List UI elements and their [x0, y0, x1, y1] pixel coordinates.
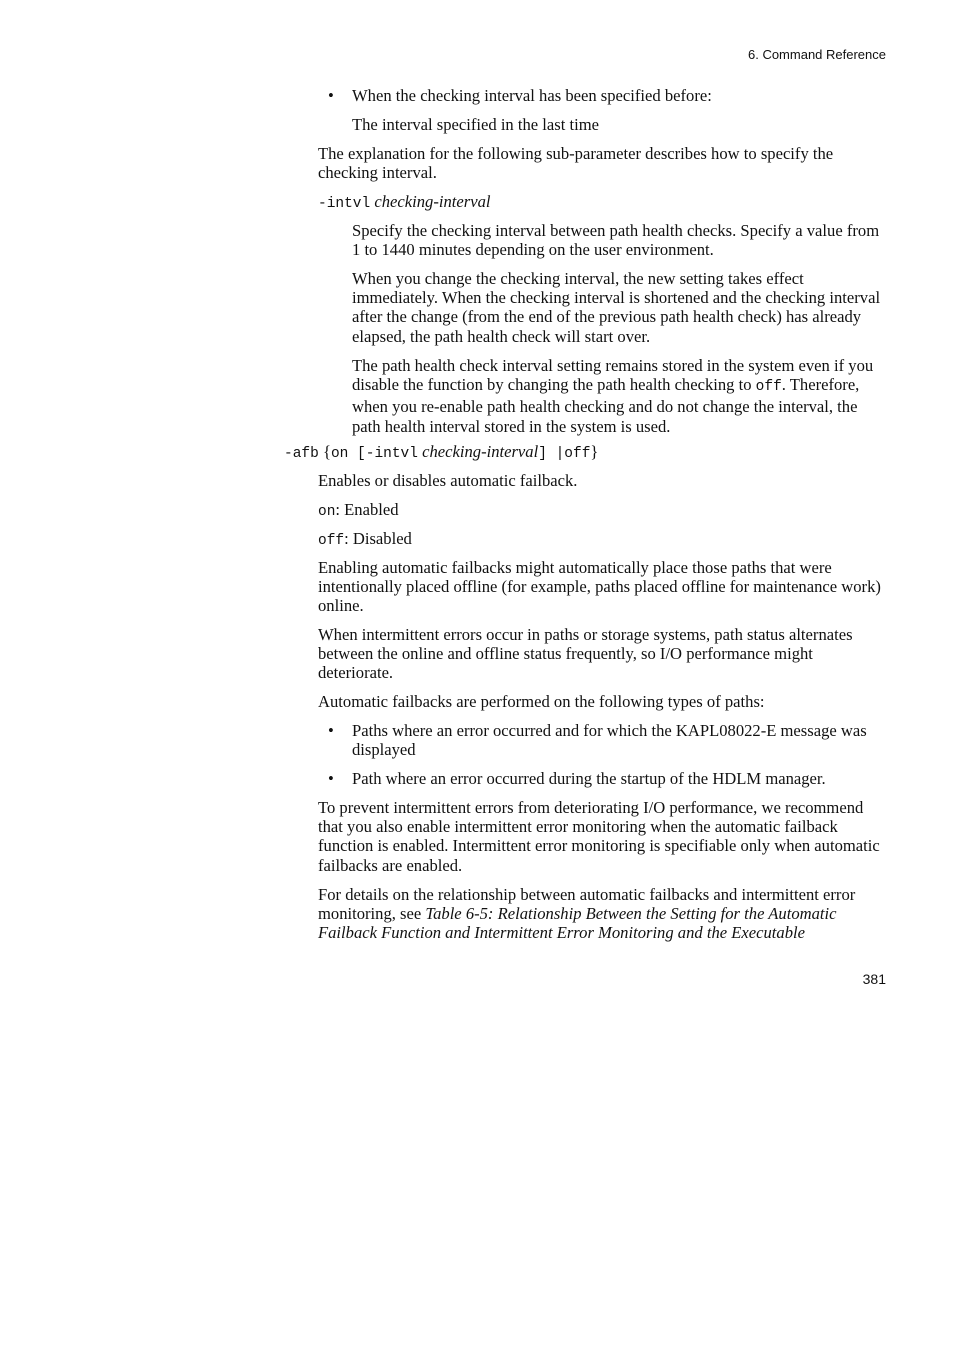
text-run: : Disabled: [344, 529, 412, 548]
paragraph: The explanation for the following sub-parameter describes how to specify the checking interval.: [318, 144, 834, 183]
code-text: ] |off: [538, 446, 591, 462]
paragraph: To prevent intermittent errors from deteriorating I/O performance, we recommend that you also enable intermittent error monitoring when the automatic failback function is enabled. Intermittent error monitoring is specifiable only when automatic failbacks are enabled.: [318, 798, 880, 875]
code-text: on: [318, 504, 336, 520]
afb-parameter-term: [284, 442, 890, 464]
text-run: For details on the relationship between automatic failbacks and intermittent error monitoring, see: [318, 885, 856, 924]
running-header: 6. Command Reference: [747, 47, 886, 62]
code-text: on [-intvl: [330, 446, 418, 462]
code-text: off: [755, 379, 782, 396]
italic-text: checking-interval: [374, 192, 491, 211]
page-number: 381: [862, 971, 886, 987]
table-reference: Table 6-5: Relationship Between the Setting for the Automatic Failback Function and Intermittent Error Monitoring and the Executable: [318, 904, 837, 943]
bullet-item: Paths where an error occurred and for which the KAPL08022-E message was displayed: [352, 721, 867, 760]
bullet-marker: •: [328, 86, 334, 105]
paragraph: Specify the checking interval between path health checks. Specify a value from 1 to 1440 minutes depending on the user environment.: [352, 221, 880, 260]
paragraph: Enables or disables automatic failback.: [318, 471, 578, 490]
paragraph: When intermittent errors occur in paths or storage systems, path status alternates between the online and offline status frequently, so I/O performance might deteriorate.: [318, 625, 853, 683]
code-text: off: [318, 533, 345, 549]
text-run: {: [318, 442, 331, 461]
intvl-parameter-term: [318, 192, 890, 214]
text-run: The path health check interval setting remains stored in the system even if you disable the function by changing the path health checking to: [352, 356, 874, 395]
bullet-item: Path where an error occurred during the startup of the HDLM manager.: [352, 769, 826, 788]
paragraph: The interval specified in the last time: [352, 115, 599, 134]
paragraph: Enabling automatic failbacks might automatically place those paths that were intentionally placed offline (for example, paths placed offline for maintenance work) online.: [318, 558, 881, 616]
off-value-line: [318, 529, 890, 551]
on-value-line: [318, 500, 890, 522]
paragraph: [318, 885, 890, 943]
text-run: : Enabled: [335, 500, 399, 519]
italic-text: checking-interval: [417, 442, 539, 461]
bullet-marker: •: [328, 721, 334, 740]
paragraph: When you change the checking interval, the new setting takes effect immediately. When the checking interval is shortened and the checking interval after the change (from the end of the previous path health check) has already elapsed, the path health check will start over.: [352, 269, 881, 346]
text-run: }: [590, 442, 599, 461]
bullet-marker: •: [328, 769, 334, 788]
code-text: -afb: [284, 446, 319, 462]
paragraph: [352, 356, 890, 436]
code-text: -intvl: [318, 196, 371, 212]
paragraph: Automatic failbacks are performed on the following types of paths:: [318, 692, 765, 711]
text-run: . Therefore, when you re-enable path health checking and do not change the interval, the path health interval stored in the system is used.: [352, 375, 860, 436]
bullet-item: When the checking interval has been specified before:: [352, 86, 712, 105]
